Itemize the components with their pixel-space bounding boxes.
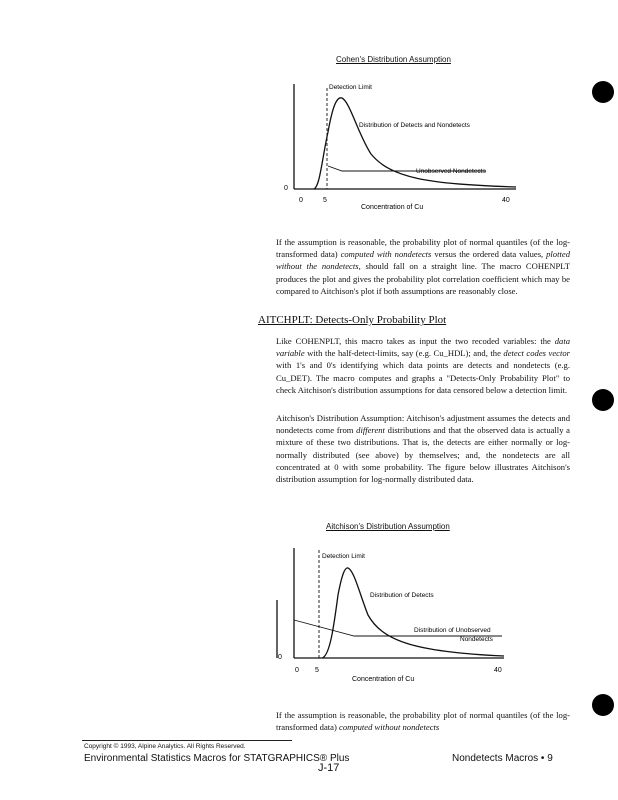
figure1-x-tick-40: 40	[502, 197, 510, 204]
figure1-x-tick-0: 0	[299, 197, 303, 204]
footer-title-right: Nondetects Macros • 9	[452, 753, 553, 764]
section-heading-aitchplt: AITCHPLT: Detects-Only Probability Plot	[258, 314, 447, 326]
figure1-distribution-curve	[314, 98, 516, 189]
figure1-unobserved-label: Unobserved Nondetects	[416, 168, 486, 175]
figure1-x-label: Concentration of Cu	[361, 204, 424, 211]
figure2-x-label: Concentration of Cu	[352, 676, 415, 683]
figure2-chart	[272, 540, 552, 688]
figure2-unobserved-label-1: Distribution of Unobserved	[414, 627, 491, 634]
figure1-detection-label: Detection Limit	[329, 84, 372, 91]
binder-hole-top	[592, 81, 614, 103]
figure2-dist-label: Distribution of Detects	[370, 592, 434, 599]
figure2-x-tick-5: 5	[315, 667, 319, 674]
paragraph-aitchison-assumption: Aitchison's Distribution Assumption: Aitchison's adjustment assumes the detects and nondetects come from different distributions and that the observed data is actually a mixture of these two distributions. That is, the detects are either normally or log-normally distributed (see above) by themselves; and, the nondetects are all concentrated at 0 with some probability. The figure below illustrates Aitchison's distribution assumption for log-normally distributed data.	[276, 413, 570, 485]
figure2-title: Aitchison's Distribution Assumption	[326, 522, 450, 531]
figure1-y-zero: 0	[284, 185, 288, 192]
binder-hole-middle	[592, 389, 614, 411]
figure2-distribution-curve	[322, 568, 504, 658]
figure1-dist-label: Distribution of Detects and Nondetects	[359, 122, 470, 129]
footer-title-left: Environmental Statistics Macros for STATGRAPHICS® Plus	[84, 753, 350, 764]
paragraph-aitchplt-description: Like COHENPLT, this macro takes as input the two recoded variables: the data variable with the half-detect-limits, say (e.g. Cu_HDL); and, the detect codes vector with 1's and 0's identifying which data points are detects and nondetects (e.g. Cu_DET). The macro computes and graphs a "Detects-Only Probability Plot" to check Aitchison's distribution assumptions for data censored below a detection limit.	[276, 336, 570, 395]
figure2-y-zero: 0	[278, 654, 282, 661]
footer-page-code: J-17	[318, 762, 340, 774]
figure1-chart	[276, 74, 536, 214]
figure2-x-tick-0: 0	[295, 667, 299, 674]
figure2-detection-label: Detection Limit	[322, 553, 365, 560]
figure1-title: Cohen's Distribution Assumption	[336, 55, 451, 64]
figure2-unobserved-label-2: Nondetects	[460, 636, 493, 643]
figure1-x-tick-5: 5	[323, 197, 327, 204]
figure2-x-tick-40: 40	[494, 667, 502, 674]
binder-hole-bottom	[592, 694, 614, 716]
paragraph-aitchison-plot: If the assumption is reasonable, the probability plot of normal quantiles (of the log-transformed data) computed without nondetects	[276, 710, 570, 733]
footer-rule	[82, 740, 292, 741]
footer-copyright: Copyright © 1993, Alpine Analytics. All Rights Reserved.	[84, 743, 246, 750]
paragraph-cohen-plot: If the assumption is reasonable, the probability plot of normal quantiles (of the log-transformed data) computed with nondetects versus the ordered data values, plotted without the nondetects, should fall on a straight line. The macro COHENPLT produces the plot and gives the probability plot correlation coefficient which may be compared to Aitchison's plot if both assumptions are reasonably close.	[276, 237, 570, 296]
